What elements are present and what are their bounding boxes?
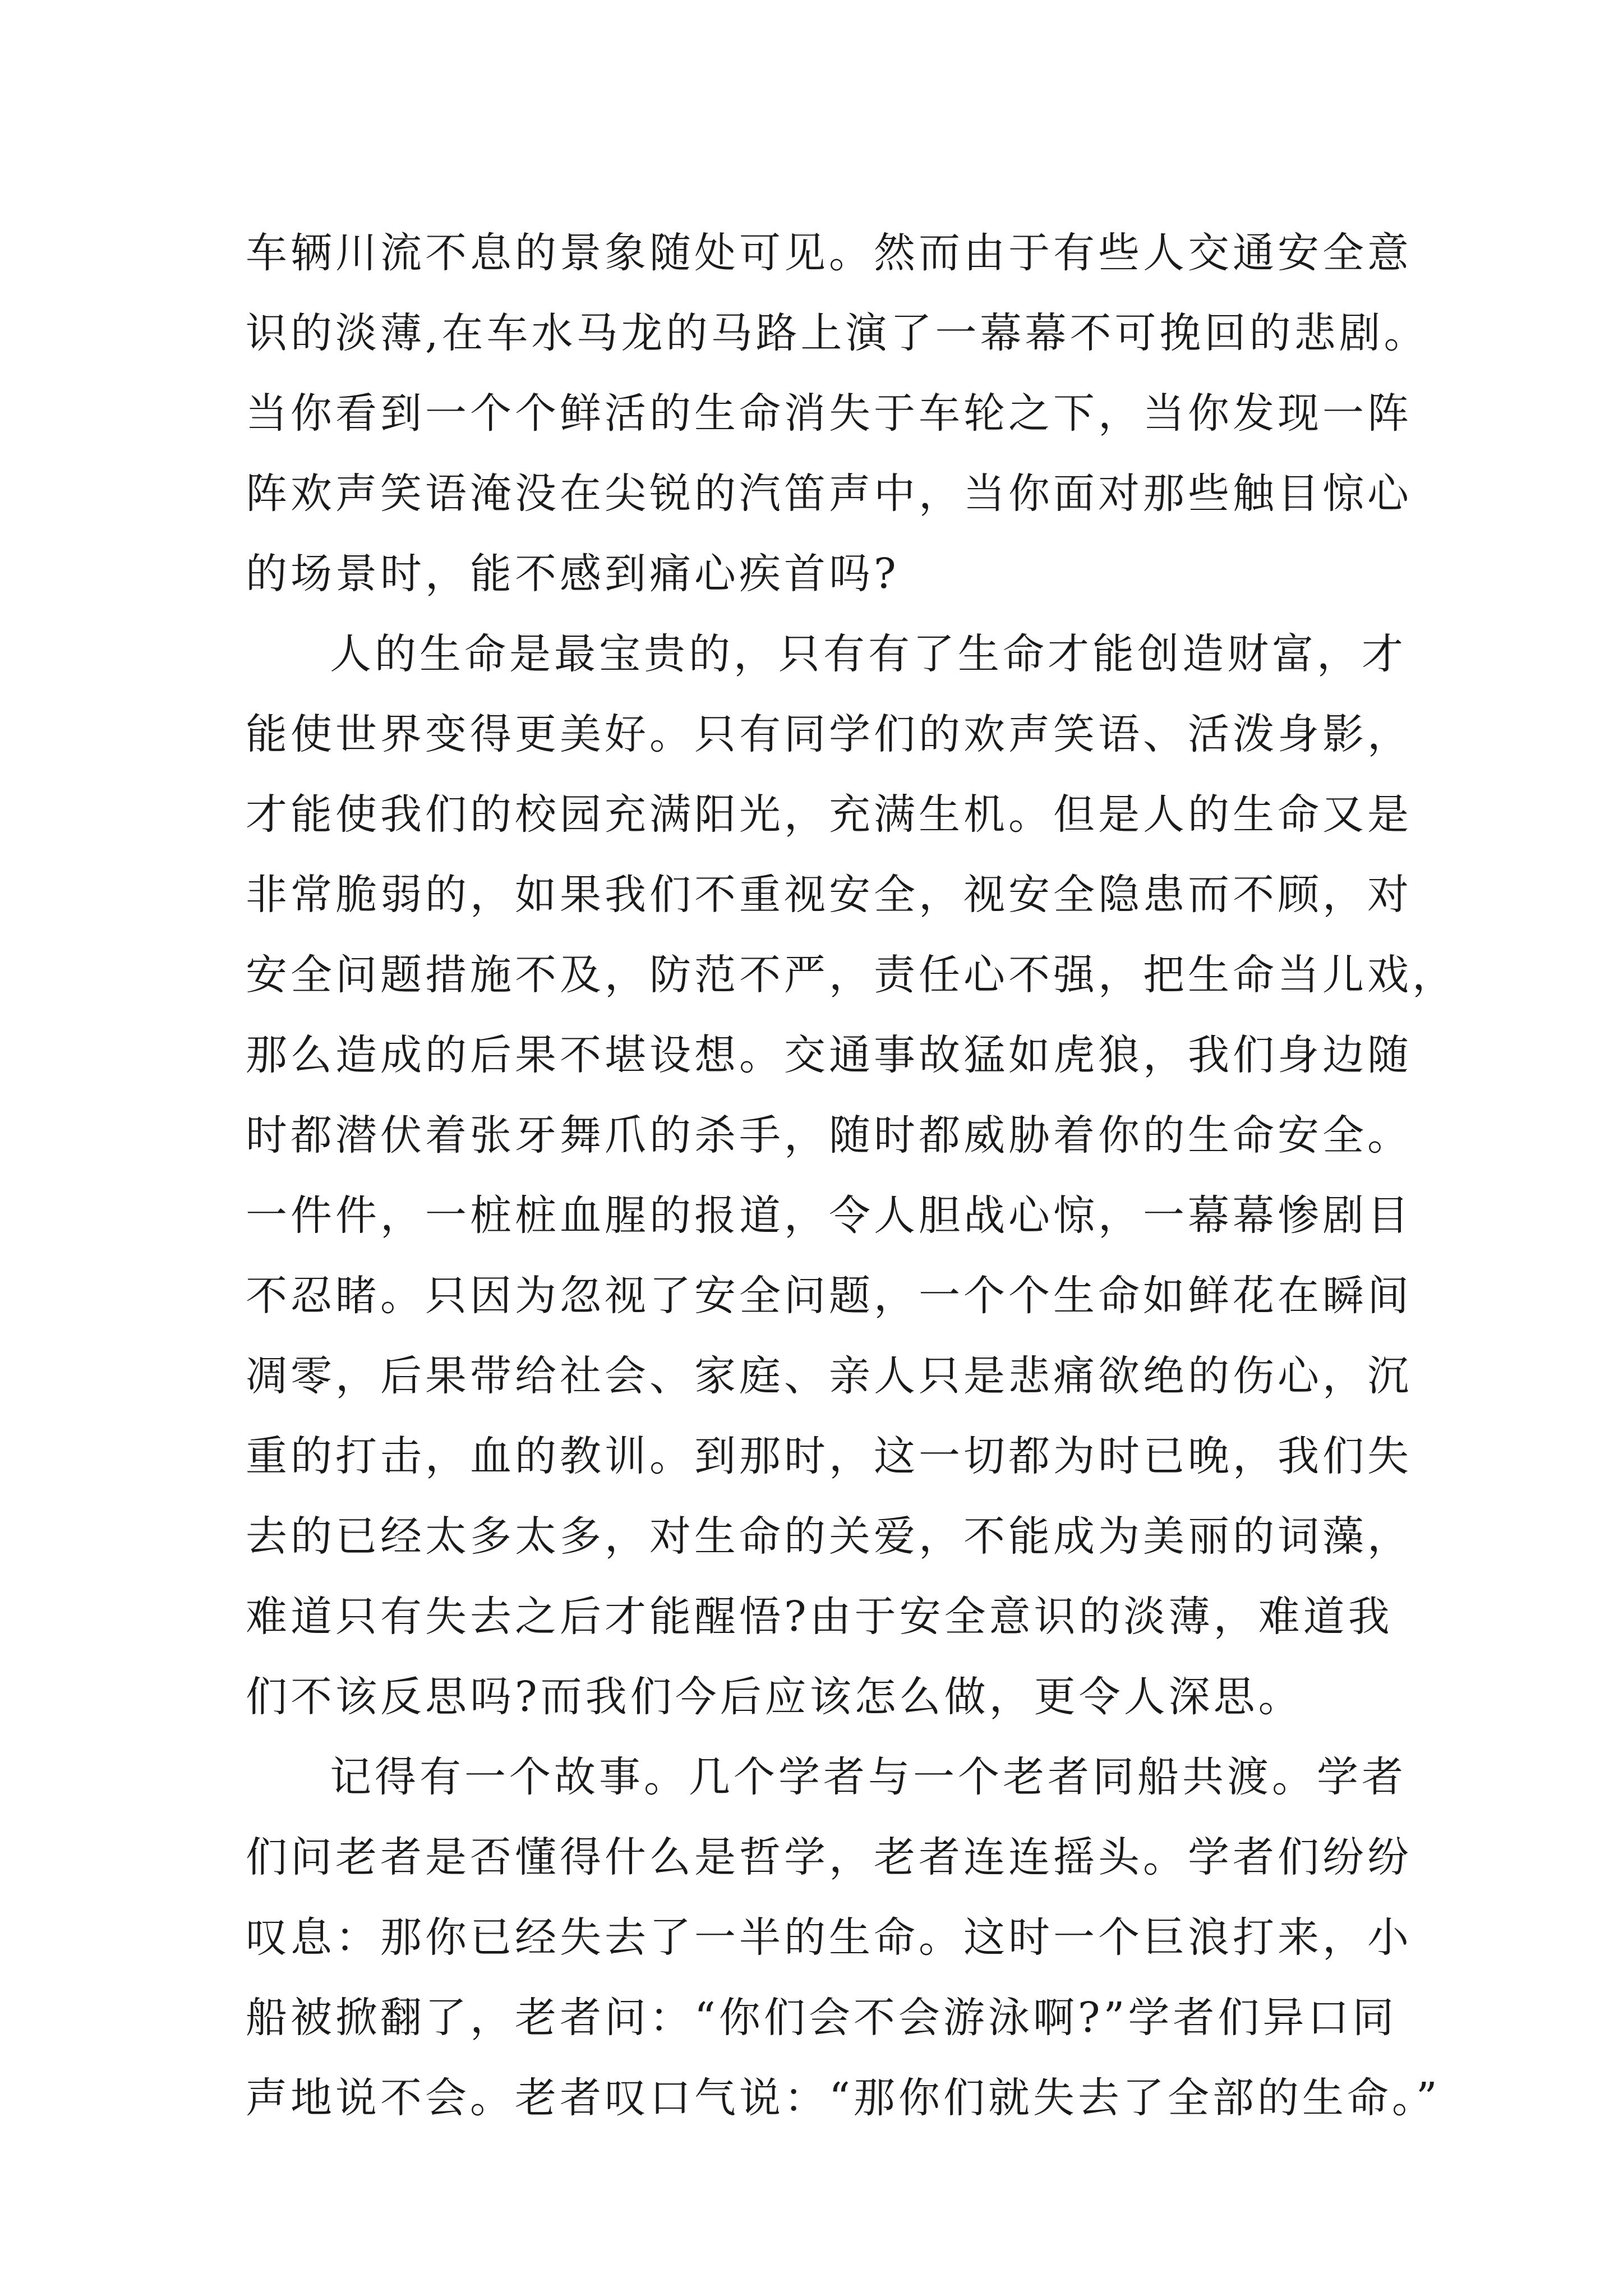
text-line: 时都潜伏着张牙舞爪的杀手，随时都威胁着你的生命安全。 <box>246 1111 1412 1159</box>
text-line: 车辆川流不息的景象随处可见。然而由于有些人交通安全意 <box>246 229 1412 277</box>
text-line: 那么造成的后果不堪设想。交通事故猛如虎狼，我们身边随 <box>246 1031 1412 1079</box>
text-line: 船被掀翻了，老者问：“你们会不会游泳啊?”学者们异口同 <box>246 1994 1398 2042</box>
text-line: 非常脆弱的，如果我们不重视安全，视安全隐患而不顾，对 <box>246 871 1412 919</box>
text-line: 去的已经太多太多，对生命的关爱，不能成为美丽的词藻， <box>246 1512 1412 1561</box>
text-line: 难道只有失去之后才能醒悟?由于安全意识的淡薄，难道我 <box>246 1593 1393 1641</box>
paragraph-2 <box>246 614 1457 1737</box>
text-line: 人的生命是最宝贵的，只有有了生命才能创造财富，才 <box>330 630 1407 678</box>
text-line: 才能使我们的校园充满阳光，充满生机。但是人的生命又是 <box>246 790 1412 839</box>
text-line: 叹息：那你已经失去了一半的生命。这时一个巨浪打来，小 <box>246 1913 1412 1962</box>
text-line: 阵欢声笑语淹没在尖锐的汽笛声中，当你面对那些触目惊心 <box>246 470 1412 518</box>
text-line: 重的打击，血的教训。到那时，这一切都为时已晚，我们失 <box>246 1432 1412 1480</box>
text-line: 声地说不会。老者叹口气说：“那你们就失去了全部的生命。” <box>246 2074 1441 2122</box>
text-line: 记得有一个故事。几个学者与一个老者同船共渡。学者 <box>330 1753 1407 1801</box>
text-line: 的场景时，能不感到痛心疾首吗? <box>246 550 900 598</box>
text-line: 一件件，一桩桩血腥的报道，令人胆战心惊，一幕幕惨剧目 <box>246 1191 1412 1240</box>
text-line: 当你看到一个个鲜活的生命消失于车轮之下，当你发现一阵 <box>246 389 1412 438</box>
paragraph-3 <box>246 1737 1441 2138</box>
text-line: 不忍睹。只因为忽视了安全问题，一个个生命如鲜花在瞬间 <box>246 1272 1412 1320</box>
text-line: 凋零，后果带给社会、家庭、亲人只是悲痛欲绝的伤心，沉 <box>246 1352 1412 1400</box>
text-line: 安全问题措施不及，防范不严，责任心不强，把生命当儿戏， <box>246 951 1457 999</box>
text-line: 们不该反思吗?而我们今后应该怎么做，更令人深思。 <box>246 1673 1303 1721</box>
text-line: 识的淡薄,在车水马龙的马路上演了一幕幕不可挽回的悲剧。 <box>246 309 1429 357</box>
body-text <box>246 213 1457 2138</box>
text-line: 们问老者是否懂得什么是哲学，老者连连摇头。学者们纷纷 <box>246 1833 1412 1881</box>
text-line: 能使世界变得更美好。只有同学们的欢声笑语、活泼身影， <box>246 710 1412 758</box>
paragraph-1 <box>246 213 1435 614</box>
